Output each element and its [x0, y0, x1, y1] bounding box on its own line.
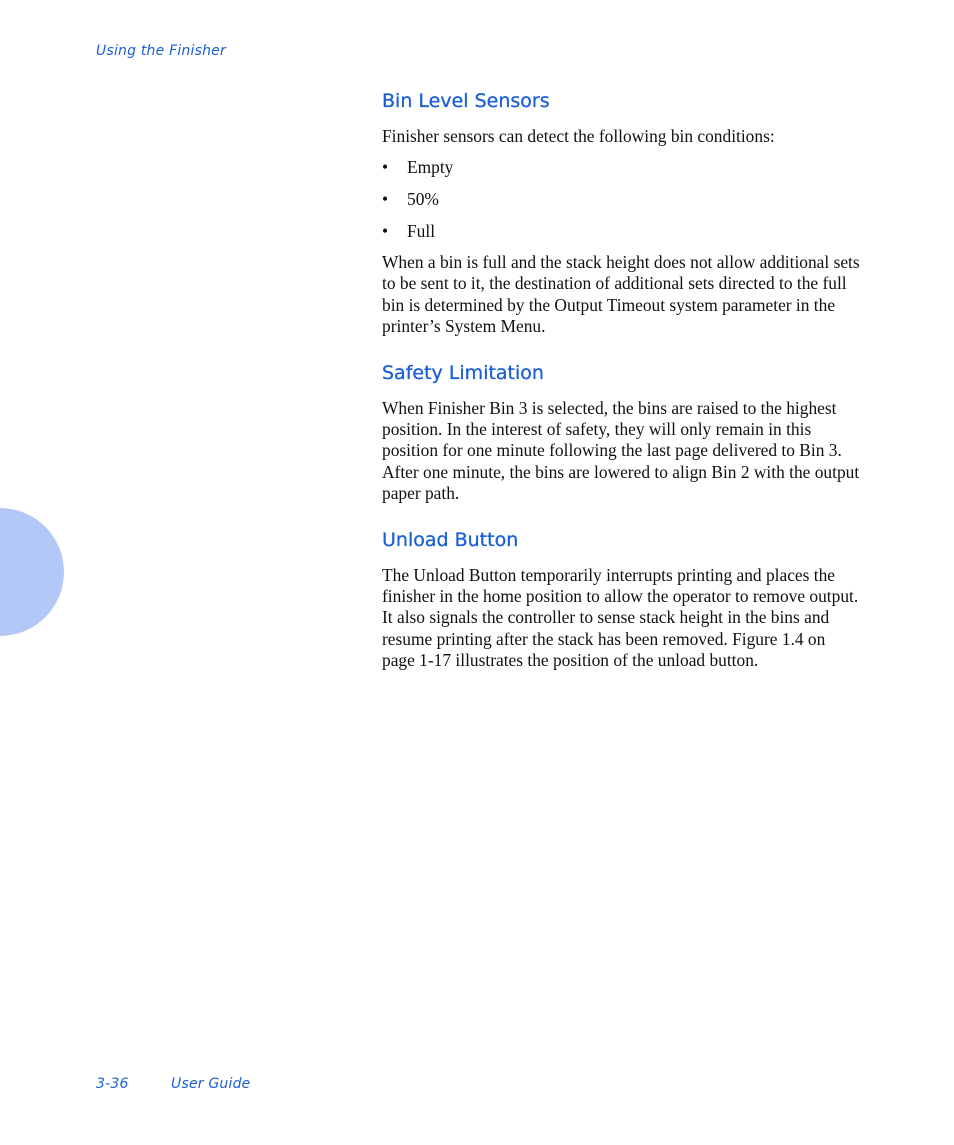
bullet-icon: •	[382, 221, 389, 242]
page-number: 3-36	[96, 1076, 129, 1092]
section-heading: Unload Button	[382, 529, 519, 552]
section-unload-button	[382, 527, 862, 671]
bullet-icon: •	[382, 189, 389, 210]
section-paragraph: When Finisher Bin 3 is selected, the bins are raised to the highest position. In the interest of safety, they will only remain in this position for one minute following the last page delivered to Bin 3. After one minute, the bins are lowered to align Bin 2 with the output paper path.	[382, 398, 860, 503]
section-paragraph: The Unload Button temporarily interrupts printing and places the finisher in the home position to allow the operator to remove output. It also signals the controller to sense stack height in the bins and resume printing after the stack has been removed. Figure 1.4 on page 1-17 illustrates the position of the unload button.	[382, 565, 859, 670]
list-item	[382, 189, 862, 210]
list-item-text: 50%	[407, 189, 439, 210]
guide-title: User Guide	[171, 1076, 251, 1092]
bullet-icon: •	[382, 157, 389, 178]
section-heading: Safety Limitation	[382, 362, 544, 385]
list-item	[382, 221, 862, 242]
list-item	[382, 157, 862, 178]
bin-conditions-list	[382, 157, 862, 242]
main-content	[382, 88, 862, 671]
section-bin-level-sensors	[382, 88, 862, 337]
chapter-side-tab	[0, 508, 64, 636]
running-header: Using the Finisher	[96, 43, 226, 59]
section-intro: Finisher sensors can detect the following bin conditions:	[382, 126, 775, 146]
section-paragraph: When a bin is full and the stack height does not allow additional sets to be sent to it, the destination of additional sets directed to the full bin is determined by the Output Timeout system parameter in the printer’s System Menu.	[382, 252, 860, 336]
section-safety-limitation	[382, 360, 862, 504]
section-heading: Bin Level Sensors	[382, 90, 550, 112]
list-item-text: Full	[407, 221, 436, 242]
list-item-text: Empty	[407, 157, 454, 178]
